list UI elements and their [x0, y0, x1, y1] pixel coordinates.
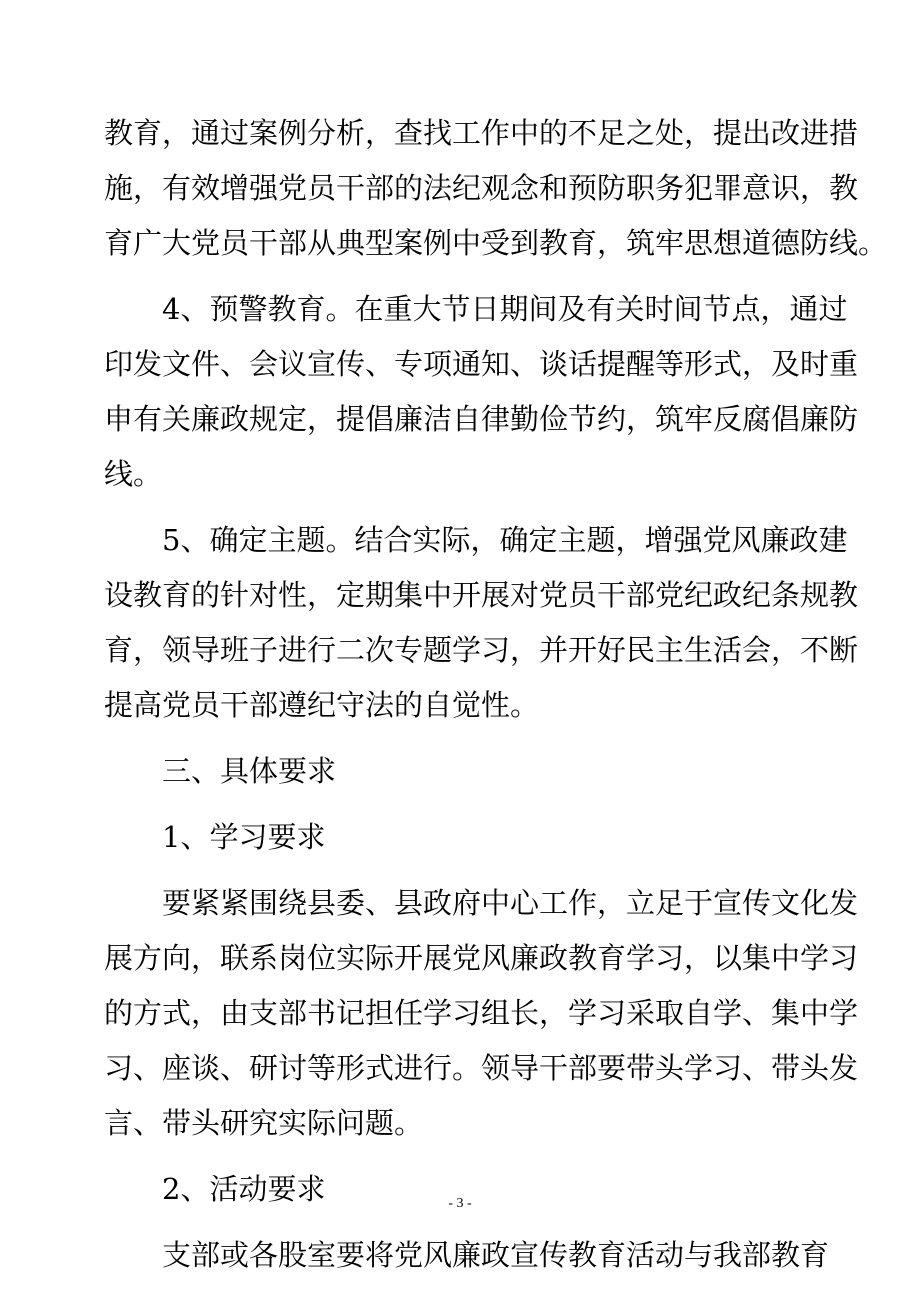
text-line: 三、具体要求	[162, 754, 337, 788]
text-line: 展方向，联系岗位实际开展党风廉政教育学习，以集中学习	[104, 941, 859, 975]
text-line: 线。	[104, 457, 163, 491]
text-line: 育，领导班子进行二次专题学习，并开好民主生活会，不断	[104, 633, 859, 667]
paragraph-case-education	[104, 106, 888, 271]
text-line: 4、预警教育。在重大节日期间及有关时间节点，通过	[162, 292, 848, 326]
text-line: 育广大党员干部从典型案例中受到教育，筑牢思想道德防线。	[104, 226, 888, 260]
text-line: 的方式，由支部书记担任学习组长，学习采取自学、集中学	[104, 996, 859, 1030]
document-body	[104, 106, 888, 1283]
text-line: 习、座谈、研讨等形式进行。领导干部要带头学习、带头发	[104, 1051, 859, 1085]
text-line: 申有关廉政规定，提倡廉洁自律勤俭节约，筑牢反腐倡廉防	[104, 402, 859, 436]
text-line: 印发文件、会议宣传、专项通知、谈话提醒等形式，及时重	[104, 347, 859, 381]
paragraph-study-requirements	[104, 876, 859, 1151]
text-line: 教育，通过案例分析，查找工作中的不足之处，提出改进措	[104, 116, 859, 150]
text-line: 2、活动要求	[162, 1172, 326, 1206]
text-line: 设教育的针对性，定期集中开展对党员干部党纪政纪条规教	[104, 578, 859, 612]
text-line: 1、学习要求	[162, 820, 326, 854]
text-line: 5、确定主题。结合实际，确定主题，增强党风廉政建	[162, 523, 848, 557]
paragraph-define-theme	[104, 513, 859, 733]
text-line: 施，有效增强党员干部的法纪观念和预防职务犯罪意识，教	[104, 171, 859, 205]
text-line: 提高党员干部遵纪守法的自觉性。	[104, 688, 540, 722]
paragraph-activity-requirements	[104, 1228, 830, 1283]
section-heading-requirements	[104, 744, 820, 799]
page-number: - 3 -	[448, 1196, 472, 1211]
text-line: 要紧紧围绕县委、县政府中心工作，立足于宣传文化发	[162, 886, 859, 920]
paragraph-warning-education	[104, 282, 859, 502]
text-line: 言、带头研究实际问题。	[104, 1106, 424, 1140]
subheading-study-requirements	[104, 810, 820, 865]
text-line: 支部或各股室要将党风廉政宣传教育活动与我部教育	[162, 1238, 830, 1272]
